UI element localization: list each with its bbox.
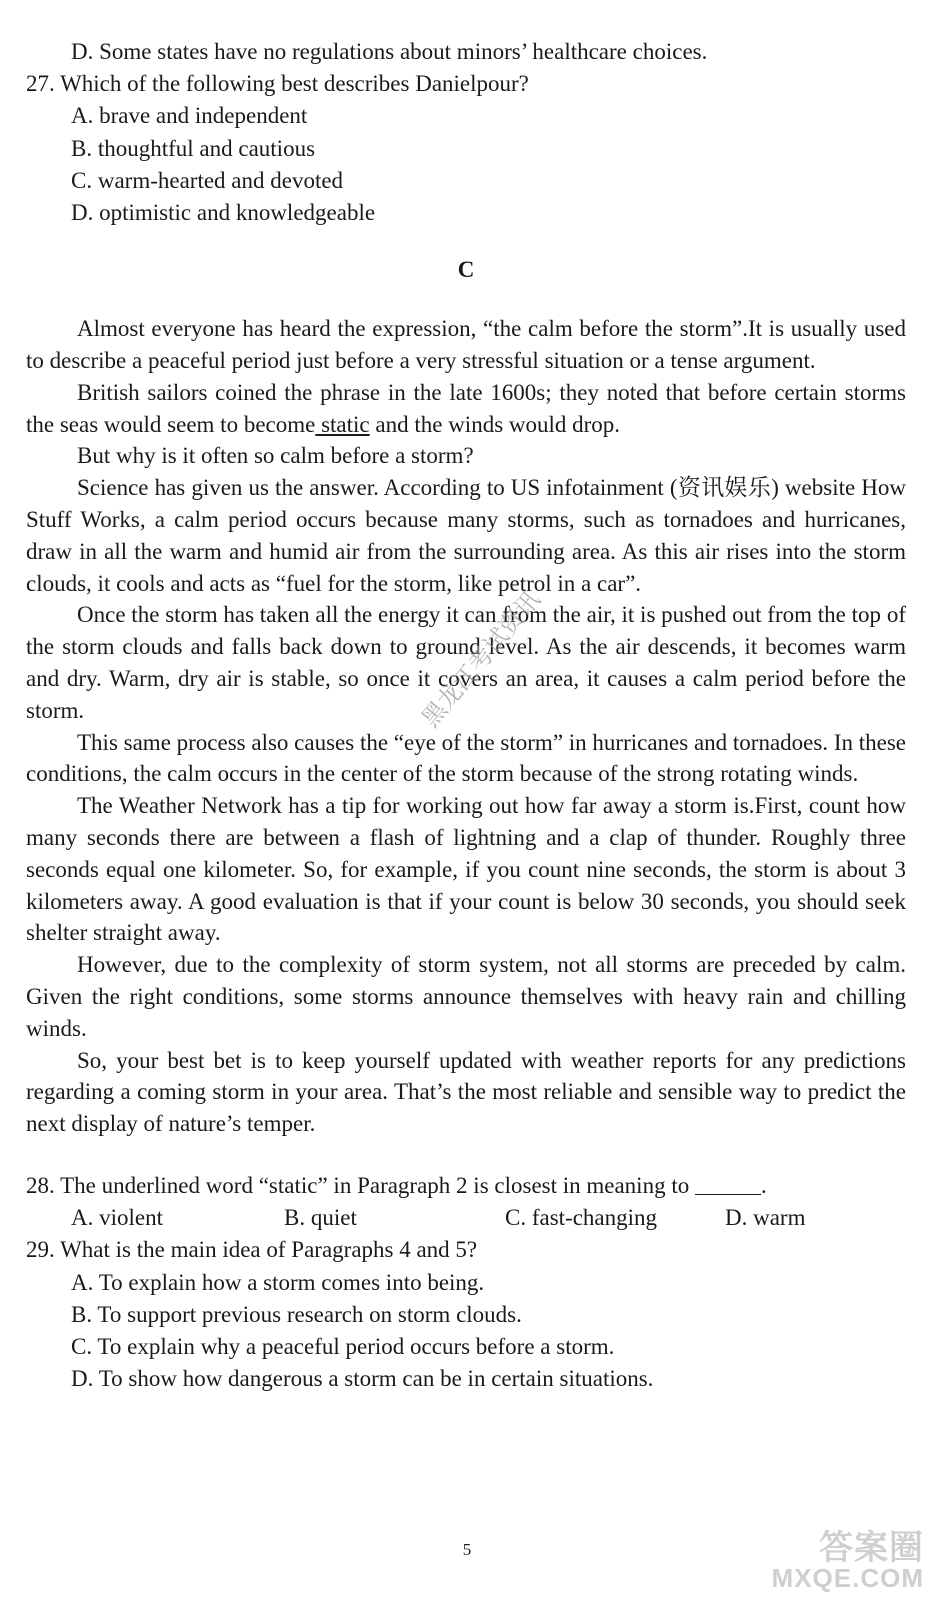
q28-option-d: D. warm [725, 1205, 806, 1231]
section-heading: C [457, 257, 475, 283]
passage-paragraph-2 [26, 377, 906, 441]
q28-options [26, 1202, 906, 1234]
site-watermark [772, 1520, 924, 1594]
q27-option-c: C. warm-hearted and devoted [71, 167, 344, 193]
q28-option-a: A. violent [71, 1205, 163, 1231]
q28-question-line [26, 1170, 906, 1202]
q28-question: 28. The underlined word “static” in Paragraph 2 is closest in meaning to [26, 1172, 690, 1198]
q26-option-d: D. Some states have no regulations about minors’ healthcare choices. [71, 39, 708, 64]
q27-option-d: D. optimistic and knowledgeable [71, 200, 376, 226]
q29-option-c: C. To explain why a peaceful period occurs before a storm. [71, 1333, 615, 1359]
passage-paragraph-1: Almost everyone has heard the expression, “the calm before the storm”.It is usually used to describe a peaceful period just before a very stressful situation or a tense argument. [26, 316, 906, 374]
passage-paragraph-8: However, due to the complexity of storm system, not all storms are preceded by calm. Given the right conditions, some storms announce themselves with heavy rain and chilling winds. [26, 952, 906, 1041]
p2-text-before: British sailors coined the phrase in the late 1600s; they noted that before certain storms the seas would seem to become [26, 379, 906, 437]
q29-option-b: B. To support previous research on storm clouds. [71, 1301, 522, 1327]
q29-option-a: A. To explain how a storm comes into being. [71, 1269, 485, 1295]
q27-option-b: B. thoughtful and cautious [71, 135, 316, 161]
q28-period: . [760, 1172, 767, 1198]
q27-option-a: A. brave and independent [71, 103, 308, 129]
q28-option-b: B. quiet [284, 1205, 357, 1231]
page-number: 5 [462, 1540, 472, 1559]
q27-question: 27. Which of the following best describes Danielpour? [26, 71, 529, 97]
passage-paragraph-7: The Weather Network has a tip for working out how far away a storm is.First, count how many seconds there are between a flash of lightning and a clap of thunder. Roughly three seconds equal one kilometer. So, for example, if you count nine seconds, the storm is about 3 kilometers away. A good evaluation is that if your count is below 30 seconds, you should seek shelter straight away. [26, 793, 906, 946]
passage-paragraph-3: But why is it often so calm before a storm? [77, 443, 474, 469]
watermark-logo-text: 答案圈 [819, 1529, 924, 1567]
exam-page [26, 36, 906, 1395]
passage-paragraph-6: This same process also causes the “eye of the storm” in hurricanes and tornadoes. In these conditions, the calm occurs in the center of the storm because of the strong rotating winds. [26, 729, 906, 787]
passage-paragraph-9: So, your best bet is to keep yourself updated with weather reports for any predictions regarding a coming storm in your area. That’s the most reliable and sensible way to predict the next display of nature’s temper. [26, 1047, 906, 1137]
passage-paragraph-5: Once the storm has taken all the energy it can from the air, it is pushed out from the top of the storm clouds and falls back down to ground level. As the air descends, it becomes warm and dry. Warm, dry air is stable, so once it covers an area, it causes a calm period before the storm. [26, 602, 906, 723]
passage-paragraph-4: Science has given us the answer. According to US infotainment (资讯娱乐) website How Stuff Works, a calm period occurs because many storms, such as tornadoes and hurricanes, draw in all the warm and humid air from the surrounding area. As this air rises into the storm clouds, it cools and acts as “fuel for the storm, like petrol in a car”. [26, 475, 906, 596]
watermark-url: MXQE.COM [771, 1563, 924, 1593]
p2-text-after: and the winds would drop. [369, 411, 621, 437]
q28-option-c: C. fast-changing [505, 1205, 658, 1231]
underlined-word-static: static [315, 411, 370, 437]
q29-option-d: D. To show how dangerous a storm can be in certain situations. [71, 1366, 654, 1392]
answer-blank [695, 1172, 761, 1195]
source-stamp: 黑龙江考试资讯 [417, 587, 546, 733]
q29-question: 29. What is the main idea of Paragraphs 4 and 5? [26, 1237, 478, 1263]
